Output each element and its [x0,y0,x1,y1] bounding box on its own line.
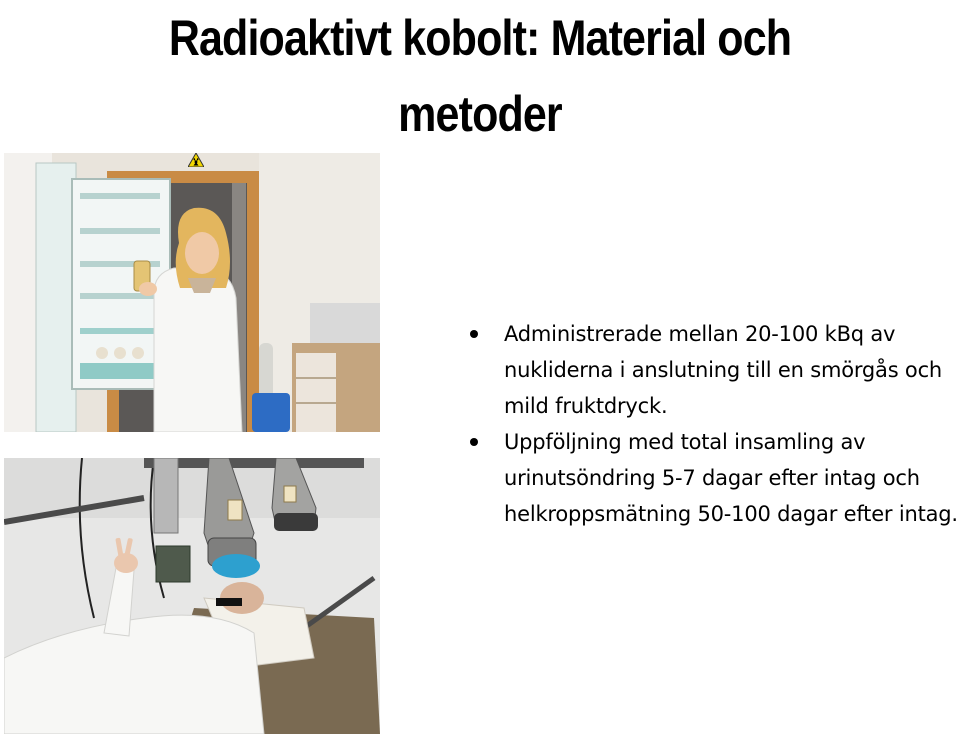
bullet-dot-icon [470,438,478,446]
photo-whole-body-counter [4,458,380,734]
bullet-item [470,316,960,424]
bullet-dot-icon [470,330,478,338]
bullet-item [470,424,960,532]
slide-title-line-2: metoder [398,86,562,142]
slide-title [67,0,893,152]
photo-lab-refrigerator [4,153,380,432]
bullet-text: Uppföljning med total insamling av urinutsöndring 5-7 dagar efter intag och helkroppsmätning 50-100 dagar efter intag. [504,430,958,526]
bullet-list [470,316,960,532]
slide-title-line-1: Radioaktivt kobolt: Material och [168,10,792,66]
radiation-warning-icon [188,153,204,172]
bullet-text: Administrerade mellan 20-100 kBq av nukliderna i anslutning till en smörgås och mild fruktdryck. [504,322,943,418]
